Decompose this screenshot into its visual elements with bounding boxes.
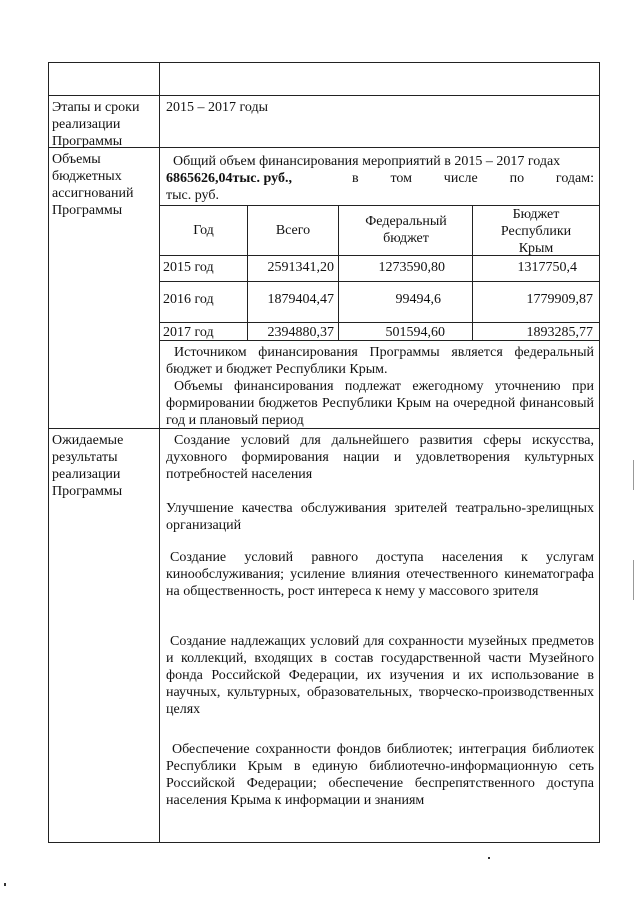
scan-speck — [633, 560, 634, 600]
column-divider — [159, 62, 160, 843]
row-divider — [48, 95, 600, 96]
funding-intro-rest-text: в том числе по годам: — [352, 171, 594, 186]
result-item-cinema: Создание условий равного доступа населения к услугам кинообслуживания; усиление влияния отечественного кинематографа на общественность, рост интереса к нему у массового зрителя — [166, 550, 594, 599]
funding-row-2015-federal: 1273590,80 — [378, 260, 445, 275]
result-item-libraries: Обеспечение сохранности фондов библиотек; интеграция библиотек Республики Крым в единую библиотечно-информационную сеть Российской Федерации; обеспечение беспрепятственного доступа населения Крыма к информации и знаниям — [166, 742, 594, 808]
funding-row-2015-crimea: 1317750,4 — [517, 260, 577, 275]
funding-row-2015-total: 2591341,20 — [267, 260, 334, 275]
stages-label: Этапы и сроки реализации Программы — [52, 100, 140, 149]
funding-table-row-line — [159, 281, 600, 282]
result-item-arts: Создание условий для дальнейшего развития сферы искусства, духовного формирования нации и удовлетворения культурных потребностей населения — [166, 433, 594, 482]
stages-value: 2015 – 2017 годы — [166, 100, 269, 115]
funding-table-row-line — [159, 322, 600, 323]
funding-row-2017-year: 2017 год — [163, 325, 214, 340]
scan-speck — [633, 460, 634, 490]
funding-header-year: Год — [193, 223, 214, 238]
funding-header-crimea: Бюджет Республики Крым — [500, 207, 572, 256]
funding-row-2016-year: 2016 год — [163, 292, 214, 307]
funding-row-2017-total: 2394880,37 — [267, 325, 334, 340]
funding-row-2015-year: 2015 год — [163, 260, 214, 275]
funding-intro-rest — [352, 170, 594, 187]
funding-label: Объемы бюджетных ассигнований Программы — [52, 152, 134, 218]
funding-header-total: Всего — [275, 223, 311, 238]
funding-intro-line1: Общий объем финансирования мероприятий в 2015 – 2017 годах — [173, 154, 561, 169]
funding-row-2016-crimea: 1779909,87 — [526, 292, 593, 307]
scan-speck — [4, 883, 6, 886]
funding-source-note: Источником финансирования Программы является федеральный бюджет и бюджет Республики Крым. — [166, 345, 594, 377]
result-item-museums: Создание надлежащих условий для сохранности музейных предметов и коллекций, входящих в состав государственной части Музейного фонда Российской Федерации, их изучения и их использование в научных, культурных, образовательных, творческо-производственных целях — [166, 634, 594, 717]
funding-row-2016-total: 1879404,47 — [267, 292, 334, 307]
funding-units: тыс. руб. — [166, 188, 219, 203]
funding-header-federal: Федеральный бюджет — [365, 214, 447, 246]
funding-row-2017-crimea: 1893285,77 — [526, 325, 593, 340]
funding-total-amount: 6865626,04тыс. руб., — [166, 171, 292, 186]
funding-row-2017-federal: 501594,60 — [385, 325, 445, 340]
results-label: Ожидаемые результаты реализации Программы — [52, 433, 124, 499]
scan-speck — [488, 857, 490, 859]
funding-row-2016-federal: 99494,6 — [395, 292, 441, 307]
result-item-theatre: Улучшение качества обслуживания зрителей театрально-зрелищных организаций — [166, 501, 594, 533]
funding-update-note: Объемы финансирования подлежат ежегодному уточнению при формировании бюджетов Республики Крым на очередной финансовый год и плановый период — [166, 379, 594, 428]
